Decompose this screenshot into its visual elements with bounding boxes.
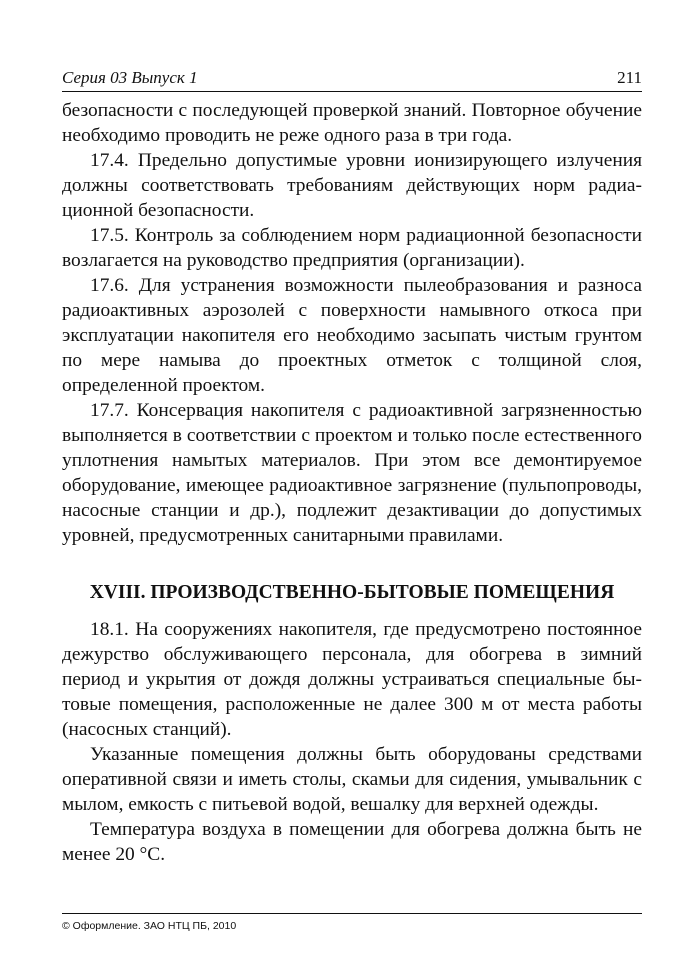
running-header [62,68,642,92]
paragraph-temperature: Температура воздуха в помещении для обогрева должна быть не менее 20 °С. [62,819,642,865]
paragraph-18-1: 18.1. На сооружениях накопителя, где предусмотрено постоянное дежурство обслуживающего персонала, для обогрева в зимний период и укрытия от дождя должны устраиваться специальные бытовые помещения, расположенные не далее 300 м от места работы (насосных станций). [62,619,642,740]
paragraph-17-4: 17.4. Предельно допустимые уровни ионизирующего излучения должны соответствовать требованиям действующих норм радиационной безопасности. [62,150,642,221]
paragraph-17-6: 17.6. Для устранения возможности пылеобразования и разноса радиоактивных аэрозолей с поверхности намывного откоса при эксплуатации накопителя его необходимо засыпать чистым грунтом по мере намыва до проектных отметок с толщиной слоя, определенной проектом. [62,275,642,396]
copyright-text: © Оформление. ЗАО НТЦ ПБ, 2010 [62,920,237,932]
series-label: Серия 03 Выпуск 1 [62,68,198,87]
section-heading: XVIII. ПРОИЗВОДСТВЕННО-БЫТОВЫЕ ПОМЕЩЕНИЯ [89,582,615,603]
body-text [62,98,642,867]
paragraph-equipment: Указанные помещения должны быть оборудованы средствами оперативной связи и иметь столы, скамьи для сидения, умывальник с мылом, емкость с питьевой водой, вешалку для верхней одежды. [62,744,642,815]
page-number: 211 [617,68,642,87]
page-footer [62,913,642,932]
paragraph-continuation: безопасности с последующей проверкой знаний. Повторное обучение необходимо проводить не реже одного раза в три года. [62,100,642,146]
document-page [62,68,642,867]
paragraph-17-5: 17.5. Контроль за соблюдением норм радиационной безопасности возлагается на руководство предприятия (организации). [62,225,642,271]
paragraph-17-7: 17.7. Консервация накопителя с радиоактивной загрязненностью выполняется в соответствии с проектом и только после естественного уплотнения намытых материалов. При этом все демонтируемое оборудование, имеющее радиоактивное загрязнение (пульпопроводы, насосные станции и др.), подлежит дезактивации до допустимых уровней, предусмотренных санитарными правилами. [62,400,642,546]
